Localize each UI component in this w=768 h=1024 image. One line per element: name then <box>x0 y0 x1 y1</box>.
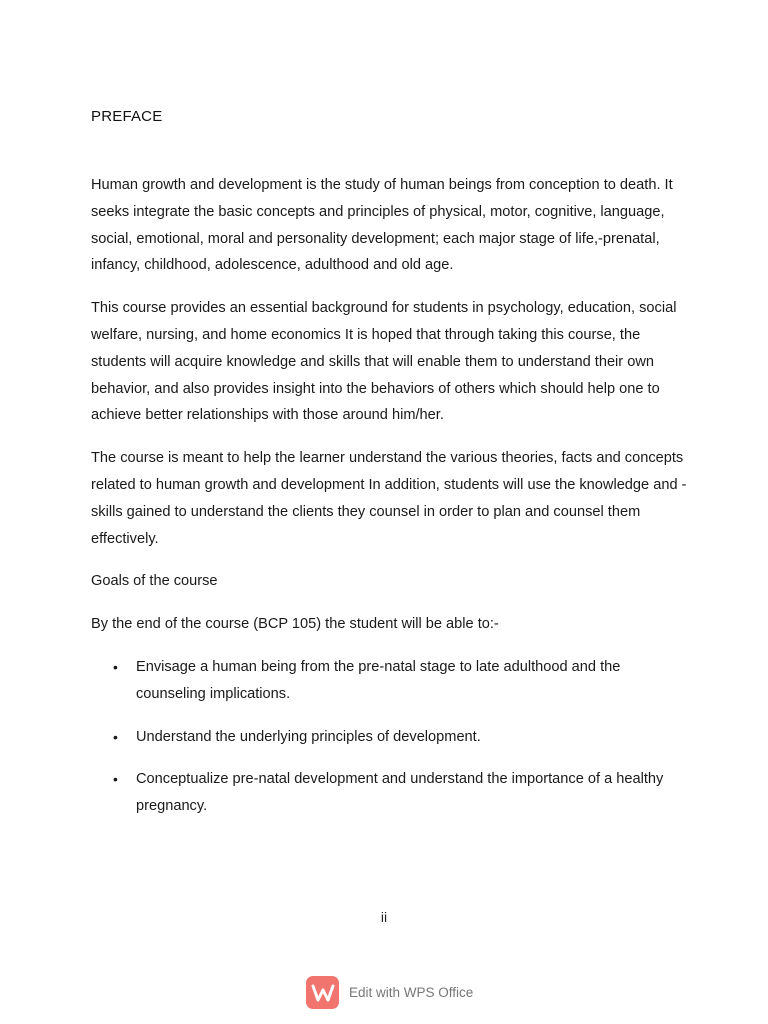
bullet-icon: • <box>113 658 118 675</box>
list-item-text: Conceptualize pre-natal development and understand the importance of a healthy pregnancy. <box>136 771 664 815</box>
paragraph-intro: Human growth and development is the study of human beings from conception to death. It seeks integrate the basic concepts and principles of physical, motor, cognitive, language, social, emotional, moral and personality development; each major stage of life,-prenatal, infancy, childhood, adolescence, adulthood and old age. <box>91 177 673 274</box>
paragraph-course-purpose: The course is meant to help the learner understand the various theories, facts and concepts related to human growth and development In addition, students will use the knowledge and - skills gained to understand the clients they counsel in order to plan and counsel them effectively. <box>91 450 687 547</box>
list-item-text: Envisage a human being from the pre-natal stage to late adulthood and the counseling implications. <box>136 658 621 702</box>
page-title: PREFACE <box>91 108 163 125</box>
bullet-icon: • <box>113 771 118 788</box>
list-item <box>91 654 691 708</box>
bullet-icon: • <box>113 728 118 745</box>
list-item <box>91 766 691 820</box>
document-body <box>91 172 691 836</box>
paragraph-course-background: This course provides an essential background for students in psychology, education, social welfare, nursing, and home economics It is hoped that through taking this course, the students will acquire knowledge and skills that will enable them to understand their own behavior, and also provides insight into the behaviors of others which should help one to achieve better relationships with those around him/her. <box>91 300 677 424</box>
wps-edit-watermark[interactable] <box>306 976 473 1009</box>
goals-lead-in: By the end of the course (BCP 105) the student will be able to:- <box>91 616 499 633</box>
list-item-text: Understand the underlying principles of development. <box>136 728 481 745</box>
goals-subheading: Goals of the course <box>91 573 218 590</box>
wps-office-logo-icon <box>306 976 339 1009</box>
page-number: ii <box>380 909 388 925</box>
list-item <box>91 724 691 751</box>
watermark-label: Edit with WPS Office <box>349 985 474 1000</box>
wps-w-glyph-icon <box>311 983 335 1003</box>
goals-list <box>91 654 691 820</box>
